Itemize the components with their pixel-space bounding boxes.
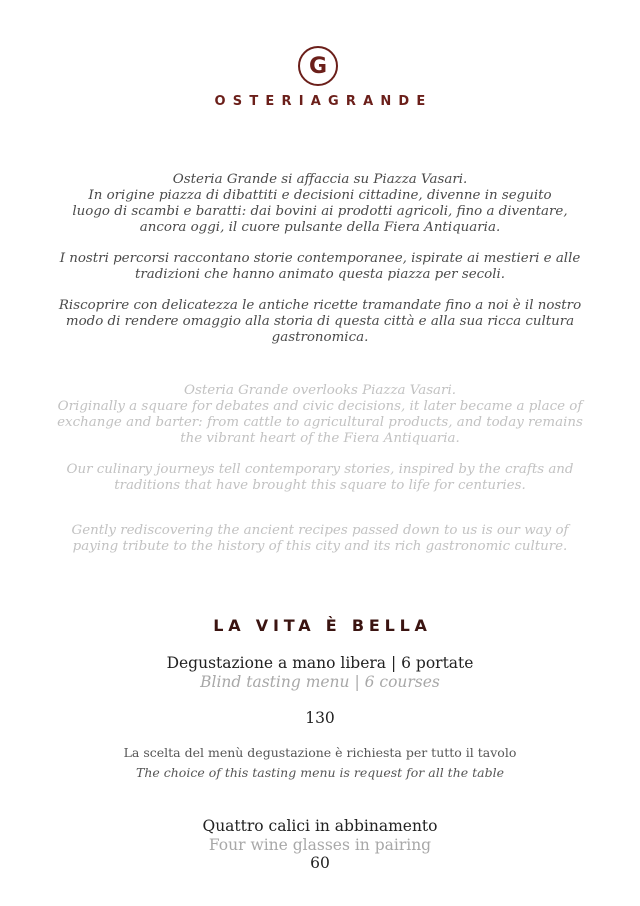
- intro-en-paragraph-2: [40, 462, 600, 494]
- text-line: Riscoprire con delicatezza le antiche ricette tramandate fino a noi è il nostro: [58, 298, 582, 313]
- text-line: modo di rendere omaggio alla storia di questa città e alla sua ricca cultura: [65, 314, 575, 329]
- text-line: In origine piazza di dibattiti e decisioni cittadine, divenne in seguito: [88, 188, 552, 203]
- text-line: exchange and barter: from cattle to agricultural products, and today remains: [57, 415, 583, 430]
- text-line: I nostri percorsi raccontano storie contemporanee, ispirate ai mestieri e alle: [59, 251, 581, 266]
- text-line: Originally a square for debates and civic decisions, it later became a place of: [57, 399, 583, 414]
- text-line: gastronomica.: [271, 330, 369, 345]
- text-line: Osteria Grande overlooks Piazza Vasari.: [184, 383, 456, 398]
- text-line: tradizioni che hanno animato questa piazza per secoli.: [134, 267, 506, 282]
- note-en: The choice of this tasting menu is request for all the table: [135, 765, 504, 780]
- brand-name: OSTERIAGRANDE: [214, 94, 433, 109]
- tasting-price: 130: [305, 709, 335, 727]
- intro-it-paragraph-3: [40, 298, 600, 346]
- text-line: Osteria Grande si affaccia su Piazza Vasari.: [172, 172, 468, 187]
- tasting-en: Blind tasting menu | 6 courses: [200, 673, 440, 691]
- text-line: Our culinary journeys tell contemporary stories, inspired by the crafts and: [66, 462, 574, 477]
- pairing-price: 60: [310, 854, 330, 872]
- pairing-it: Quattro calici in abbinamento: [202, 817, 438, 835]
- tasting-it: Degustazione a mano libera | 6 portate: [166, 654, 474, 672]
- text-line: paying tribute to the history of this city and its rich gastronomic culture.: [72, 539, 568, 554]
- text-line: the vibrant heart of the Fiera Antiquaria.: [180, 431, 460, 446]
- intro-it-paragraph-1: [40, 172, 600, 236]
- intro-en-paragraph-3: [40, 523, 600, 555]
- text-line: ancora oggi, il cuore pulsante della Fiera Antiquaria.: [139, 220, 501, 235]
- logo-letter: G: [308, 53, 328, 79]
- pairing-en: Four wine glasses in pairing: [208, 836, 432, 854]
- logo-icon: [298, 46, 338, 86]
- text-line: luogo di scambi e baratti: dai bovini ai prodotti agricoli, fino a diventare,: [72, 204, 568, 219]
- text-line: Gently rediscovering the ancient recipes passed down to us is our way of: [71, 523, 569, 538]
- intro-en-paragraph-1: [40, 383, 600, 447]
- text-line: traditions that have brought this square to life for centuries.: [114, 478, 526, 493]
- note-it: La scelta del menù degustazione è richiesta per tutto il tavolo: [123, 745, 517, 760]
- intro-it-paragraph-2: [40, 251, 600, 283]
- menu-title: LA VITA È BELLA: [213, 616, 432, 635]
